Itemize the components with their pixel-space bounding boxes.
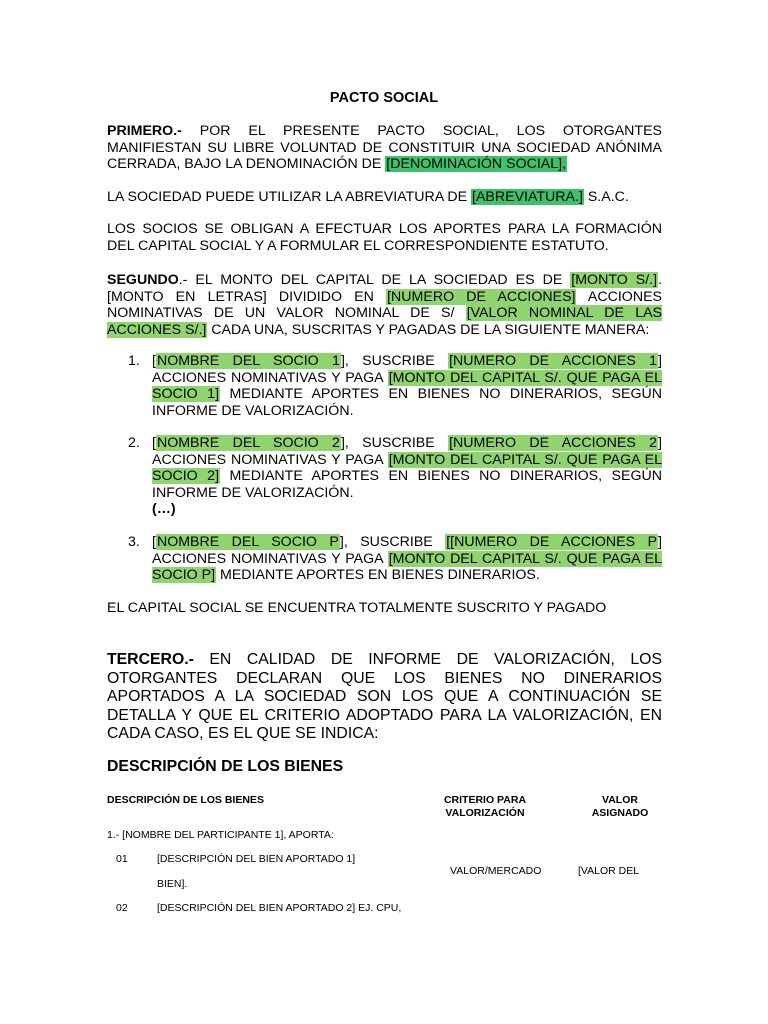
placeholder-acciones-socio: [[NUMERO DE ACCIONES P	[446, 534, 658, 550]
placeholder-nombre-socio: NOMBRE DEL SOCIO 1	[156, 353, 340, 369]
placeholder-numero-acciones: [NUMERO DE ACCIONES]	[387, 288, 576, 305]
abreviatura-text: LA SOCIEDAD PUEDE UTILIZAR LA ABREVIATURA DE	[107, 189, 471, 205]
table-row-desc: [DESCRIPCIÓN DEL BIEN APORTADO 1]	[157, 853, 356, 865]
list-item-text: [	[152, 353, 156, 369]
table-row-code: 01	[116, 853, 128, 865]
list-item-number: 1.	[128, 353, 140, 369]
placeholder-acciones-socio: [NUMERO DE ACCIONES 2	[449, 435, 658, 451]
capital-paragraph: EL CAPITAL SOCIAL SE ENCUENTRA TOTALMENTE SUSCRITO Y PAGADO	[107, 600, 607, 616]
table-header-desc: DESCRIPCIÓN DE LOS BIENES	[107, 794, 264, 806]
table-row-desc-cont: BIEN].	[157, 878, 188, 890]
table-row-criterio: VALOR/MERCADO	[450, 865, 542, 877]
list-item-body	[152, 534, 662, 584]
clause-segundo-text-2: .[MONTO EN LETRAS] DIVIDIDO EN	[107, 272, 662, 305]
placeholder-acciones-socio: [NUMERO DE ACCIONES 1	[449, 353, 658, 369]
clause-tercero	[107, 651, 662, 744]
list-item	[128, 353, 662, 419]
clause-tercero-text: EN CALIDAD DE INFORME DE VALORIZACIÓN, LOS OTORGANTES DECLARAN QUE LOS BIENES NO DINERARIOS APORTADOS A LA SOCIEDAD SON LOS QUE A CONTINUACIÓN SE DETALLA Y QUE EL CRITERIO ADOPTADO PARA LA VALORIZACIÓN, EN CADA CASO, ES EL QUE SE INDICA:	[107, 651, 662, 742]
list-item	[128, 435, 662, 518]
clause-tercero-label: TERCERO.-	[107, 651, 194, 668]
list-item-number: 2.	[128, 435, 140, 451]
placeholder-denominacion: [DENOMINACIÓN SOCIAL],	[386, 156, 567, 172]
clause-segundo-text-4: CADA UNA, SUSCRITAS Y PAGADAS DE LA SIGUIENTE MANERA:	[207, 321, 650, 338]
table-header-valor-line1: VALOR	[602, 794, 638, 806]
table-row-valor: [VALOR DEL	[578, 865, 640, 877]
placeholder-monto: [MONTO S/.]	[571, 272, 658, 288]
table-row-code: 02	[116, 902, 128, 914]
placeholder-monto-socio: [MONTO DEL CAPITAL S/. QUE PAGA EL SOCIO P]	[152, 550, 663, 583]
list-item-text: ], SUSCRIBE	[340, 353, 449, 369]
list-item-text: ] ACCIONES NOMINATIVAS Y PAGA	[152, 534, 662, 567]
list-item	[128, 534, 662, 584]
list-item-text: [	[152, 534, 156, 550]
table-row-desc: [DESCRIPCIÓN DEL BIEN APORTADO 2] EJ. CPU,	[157, 902, 402, 914]
clause-primero-text: POR EL PRESENTE PACTO SOCIAL, LOS OTORGANTES MANIFIESTAN SU LIBRE VOLUNTAD DE CONSTITUIR UNA SOCIEDAD ANÓNIMA CERRADA, BAJO LA DENOMINACIÓN DE	[107, 123, 662, 172]
clause-segundo-label: SEGUNDO	[107, 272, 179, 288]
placeholder-monto-socio: [MONTO DEL CAPITAL S/. QUE PAGA EL SOCIO 1]	[152, 369, 663, 402]
table-header-criterio-line1: CRITERIO PARA	[443, 794, 527, 806]
placeholder-abreviatura: [ABREVIATURA.]	[472, 189, 583, 205]
list-item-text: ], SUSCRIBE	[339, 534, 446, 550]
list-item-text: ], SUSCRIBE	[340, 435, 449, 451]
list-item-number: 3.	[128, 534, 140, 550]
placeholder-monto-socio: [MONTO DEL CAPITAL S/. QUE PAGA EL SOCIO 2]	[152, 451, 663, 484]
ellipsis-marker: (…)	[152, 501, 176, 517]
list-item-text: ] ACCIONES NOMINATIVAS Y PAGA	[152, 435, 662, 468]
list-item-text: MEDIANTE APORTES EN BIENES NO DINERARIOS, SEGÚN INFORME DE VALORIZACIÓN.	[152, 386, 662, 419]
clause-segundo-text-3: ACCIONES NOMINATIVAS DE UN VALOR NOMINAL DE S/	[107, 288, 663, 321]
table-header-valor	[560, 794, 680, 820]
document-title: PACTO SOCIAL	[329, 90, 439, 106]
list-item-body	[152, 353, 662, 419]
table-header-criterio-line2: VALORIZACIÓN	[445, 807, 525, 819]
list-item-text: ] ACCIONES NOMINATIVAS Y PAGA	[152, 353, 662, 386]
list-item-text: MEDIANTE APORTES EN BIENES DINERARIOS.	[216, 567, 540, 583]
placeholder-valor-nominal: [VALOR NOMINAL DE LAS ACCIONES S/.]	[107, 305, 663, 338]
table-participant: 1.- [NOMBRE DEL PARTICIPANTE 1], APORTA:	[107, 829, 334, 841]
abreviatura-suffix: S.A.C.	[583, 189, 629, 205]
abreviatura-paragraph	[107, 189, 662, 206]
clause-primero	[107, 123, 662, 173]
list-item-text: MEDIANTE APORTES EN BIENES NO DINERARIOS, SEGÚN INFORME DE VALORIZACIÓN.	[152, 468, 662, 501]
clause-primero-label: PRIMERO.-	[107, 123, 182, 139]
table-header-criterio	[425, 794, 545, 820]
clause-segundo-text-1: .- EL MONTO DEL CAPITAL DE LA SOCIEDAD ES DE	[178, 272, 571, 288]
list-item-text: [	[152, 435, 156, 451]
socios-paragraph: LOS SOCIOS SE OBLIGAN A EFECTUAR LOS APORTES PARA LA FORMACIÓN DEL CAPITAL SOCIAL Y A FORMULAR EL CORRESPONDIENTE ESTATUTO.	[107, 221, 662, 254]
clause-segundo	[107, 272, 662, 338]
placeholder-nombre-socio: NOMBRE DEL SOCIO P	[156, 534, 339, 550]
table-header-valor-line2: ASIGNADO	[591, 807, 649, 819]
list-item-body	[152, 435, 662, 518]
section-title: DESCRIPCIÓN DE LOS BIENES	[107, 758, 344, 775]
placeholder-nombre-socio: NOMBRE DEL SOCIO 2	[156, 435, 340, 451]
